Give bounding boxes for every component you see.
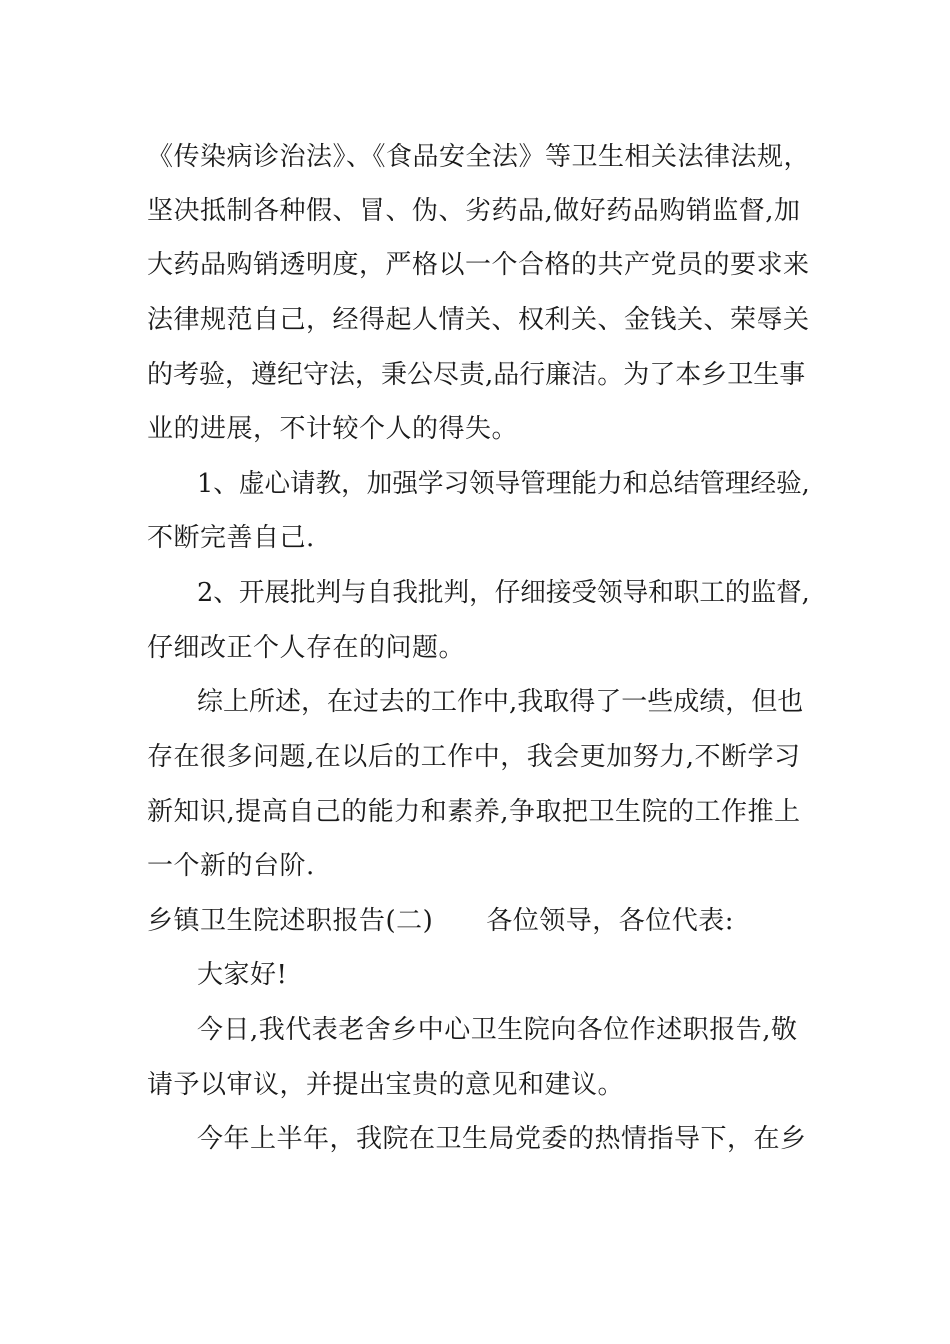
text-line: 业的进展，不计较个人的得失。 [147, 414, 519, 444]
text-line: 大药品购销透明度，严格以一个合格的共产党员的要求来 [147, 250, 810, 280]
paragraph-first-line: 综上所述，在过去的工作中,我取得了一些成绩，但也 [197, 687, 804, 717]
paragraph-first-line: 2、开展批判与自我批判，仔细接受领导和职工的监督, [197, 578, 810, 608]
text-line: 不断完善自己. [147, 523, 315, 553]
text-line: 新知识,提高自己的能力和素养,争取把卫生院的工作推上 [147, 797, 801, 827]
paragraph-first-line: 今日,我代表老舍乡中心卫生院向各位作述职报告,敬 [197, 1015, 798, 1045]
paragraph-first-line: 今年上半年，我院在卫生局党委的热情指导下，在乡 [197, 1124, 807, 1154]
text-line: 存在很多问题,在以后的工作中，我会更加努力,不断学习 [147, 742, 801, 772]
text-line: 坚决抵制各种假、冒、伪、劣药品,做好药品购销监督,加 [147, 196, 801, 226]
section-heading-line: 乡镇卫生院述职报告(二) 各位领导，各位代表: [147, 906, 735, 936]
text-line: 的考验，遵纪守法，秉公尽责,品行廉洁。为了本乡卫生事 [147, 360, 806, 390]
text-line: 一个新的台阶. [147, 851, 315, 881]
text-line: 请予以审议，并提出宝贵的意见和建议。 [147, 1070, 625, 1100]
greeting-line: 大家好! [197, 960, 288, 990]
text-line: 法律规范自己，经得起人情关、权利关、金钱关、荣辱关 [147, 305, 810, 335]
text-line: 《传染病诊治法》、《食品安全法》等卫生相关法律法规， [147, 142, 811, 172]
text-line: 仔细改正个人存在的问题。 [147, 633, 466, 663]
paragraph-first-line: 1、虚心请教，加强学习领导管理能力和总结管理经验, [197, 469, 810, 499]
